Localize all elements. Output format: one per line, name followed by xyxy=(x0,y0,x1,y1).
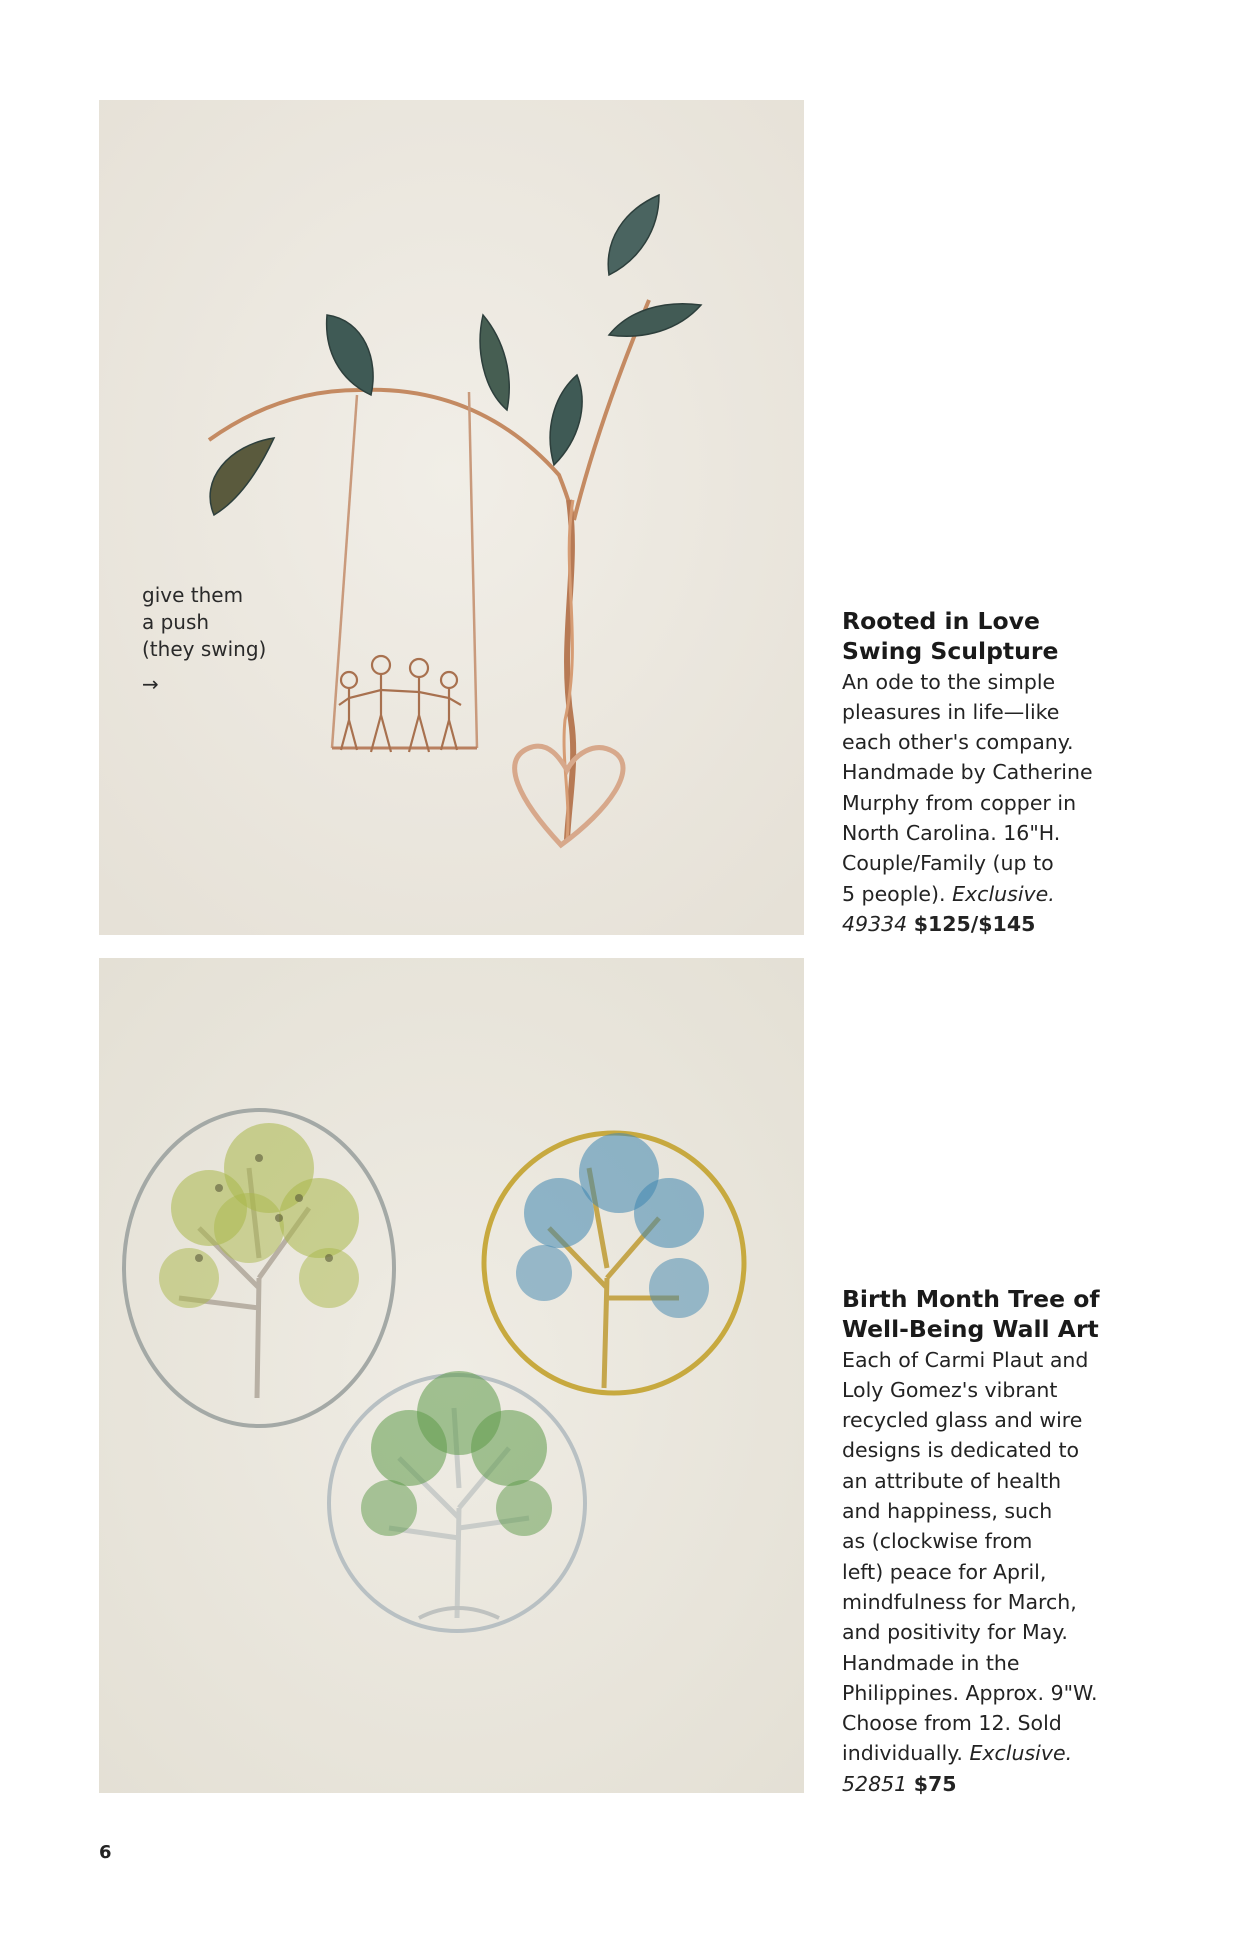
page-number: 6 xyxy=(99,1842,112,1863)
swing-sculpture-photo xyxy=(99,100,804,935)
product-name: Swing Sculpture xyxy=(842,637,1059,666)
product-description-line: recycled glass and wire xyxy=(842,1408,1083,1433)
product-description-line: Loly Gomez's vibrant xyxy=(842,1377,1058,1402)
product-description-line: as (clockwise from xyxy=(842,1529,1033,1554)
product-description-line xyxy=(842,879,1142,909)
product-description-line: An ode to the simple xyxy=(842,669,1056,694)
product-description-line: designs is dedicated to xyxy=(842,1438,1080,1463)
product-description-line: left) peace for April, xyxy=(842,1559,1047,1584)
product-description-text: individually. xyxy=(842,1741,963,1766)
callout-line: a push xyxy=(142,610,210,634)
exclusive-label: Exclusive. xyxy=(952,881,1055,906)
product-description-line: each other's company. xyxy=(842,730,1074,755)
product-description-line: North Carolina. 16"H. xyxy=(842,821,1061,846)
product-price-line xyxy=(842,909,1142,939)
product-description-line: an attribute of health xyxy=(842,1468,1062,1493)
swing-sculpture-image xyxy=(99,100,804,935)
product-tree-wall-art xyxy=(842,1284,1142,1799)
product-name: Well-Being Wall Art xyxy=(842,1315,1099,1344)
product-description-line: Each of Carmi Plaut and xyxy=(842,1347,1089,1372)
product-description-line: Choose from 12. Sold xyxy=(842,1711,1062,1736)
item-number: 52851 xyxy=(842,1771,908,1796)
price: $125/$145 xyxy=(913,911,1036,936)
product-description-line: Couple/Family (up to xyxy=(842,851,1054,876)
product-description-line: Handmade in the xyxy=(842,1650,1020,1675)
product-description-line: Murphy from copper in xyxy=(842,790,1077,815)
product-description-line: pleasures in life—like xyxy=(842,699,1060,724)
exclusive-label: Exclusive. xyxy=(969,1741,1073,1766)
callout-line: give them xyxy=(142,583,244,607)
arrow-right-icon: → xyxy=(142,672,159,696)
price: $75 xyxy=(913,1771,957,1796)
swing-callout xyxy=(142,582,302,698)
product-description-line xyxy=(842,1738,1142,1768)
product-name: Rooted in Love xyxy=(842,607,1040,635)
product-price-line xyxy=(842,1769,1142,1799)
tree-wall-art-photo xyxy=(99,958,804,1793)
product-swing-sculpture xyxy=(842,606,1142,939)
tree-wall-art-image xyxy=(99,958,804,1793)
product-description-line: and happiness, such xyxy=(842,1499,1053,1524)
product-description-line: Philippines. Approx. 9"W. xyxy=(842,1680,1098,1705)
callout-line: (they swing) xyxy=(142,637,267,661)
product-description-text: 5 people). xyxy=(842,881,946,906)
product-description-line: and positivity for May. xyxy=(842,1620,1068,1645)
product-description-line: mindfulness for March, xyxy=(842,1589,1077,1614)
product-name: Birth Month Tree of xyxy=(842,1285,1100,1313)
item-number: 49334 xyxy=(842,911,908,936)
product-description-line: Handmade by Catherine xyxy=(842,760,1093,785)
